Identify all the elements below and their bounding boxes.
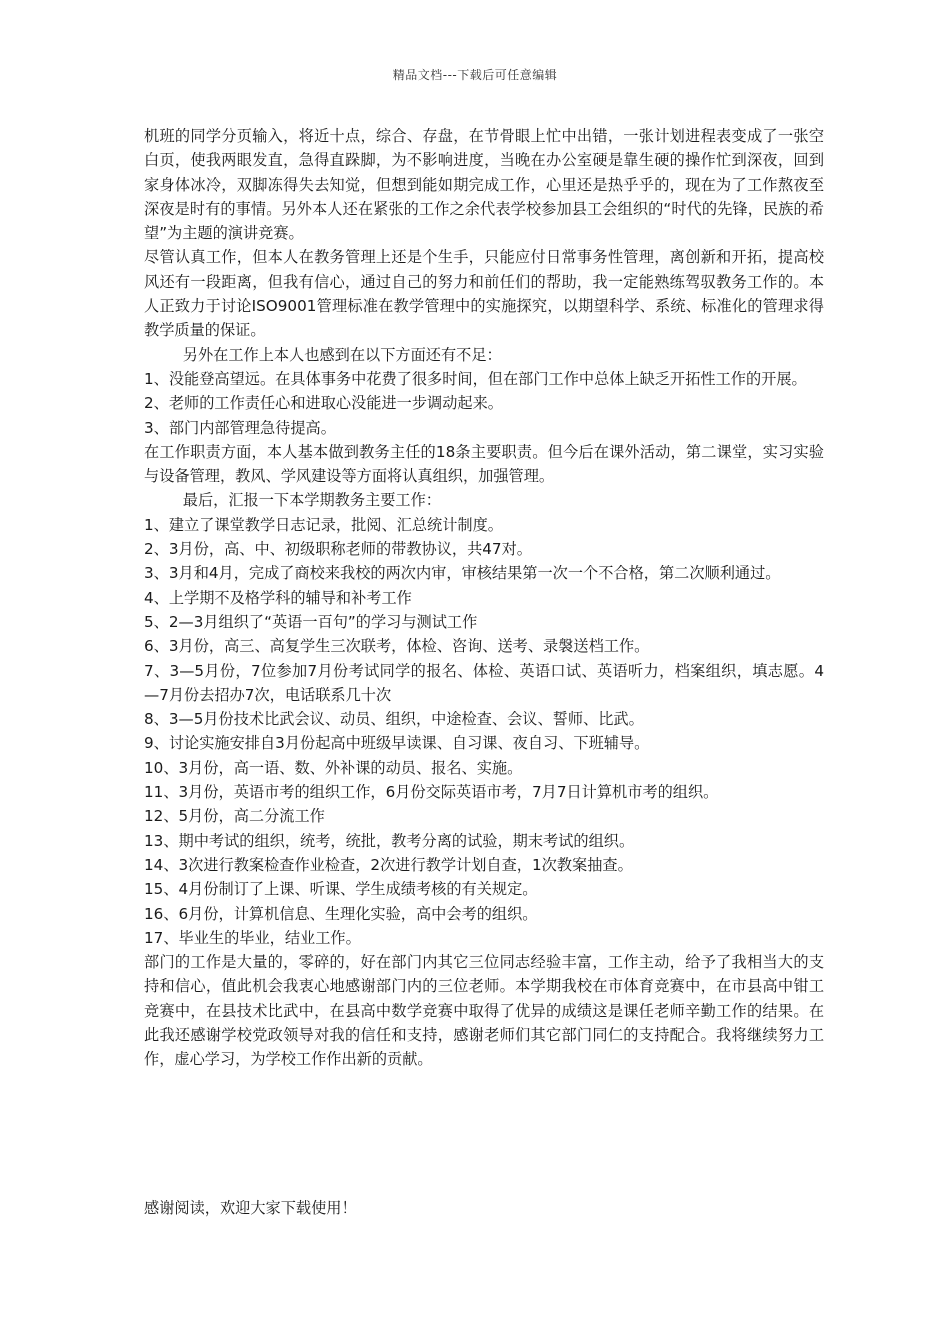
paragraph: 6、3月份，高三、高复学生三次联考，体检、咨询、送考、录褩送档工作。	[144, 637, 650, 656]
paragraph: 12、5月份，高二分流工作	[144, 807, 325, 826]
paragraph: 14、3次进行教案检查作业检查，2次进行教学计划自查，1次教案抽查。	[144, 855, 633, 874]
paragraph: 11、3月份，英语市考的组织工作，6月份交际英语市考，7月7日计算机市考的组织。	[144, 783, 719, 802]
paragraph: 8、3—5月份技术比武会议、动员、组织，中途检查、会议、誓师、比武。	[144, 710, 644, 729]
page-header: 精品文档---下载后可任意编辑	[392, 68, 558, 82]
paragraph: 机班的同学分页输入，将近十点，综合、存盘，在节骨眼上忙中出错，一张计划进程表变成了一张空白页，使我两眼发直，急得直跺脚，为不影响进度，当晚在办公室硬是靠生硬的操作忙到深夜，回到家身体冰冷，双脚冻得失去知觉，但想到能如期完成工作，心里还是热乎乎的，现在为了工作熬夜至深夜是时有的事情。另外本人还在紧张的工作之余代表学校参加县工会组织的“时代的先锋，民族的希望”为主题的演讲竞赛。	[144, 127, 824, 243]
paragraph: 部门的工作是大量的，零碎的，好在部门内其它三位同志经验丰富，工作主动，给予了我相当大的支持和信心，值此机会我衷心地感谢部门内的三位老师。本学期我校在市体育竞赛中，在市县高中钳工竞赛中，在县技术比武中，在县高中数学竞赛中取得了优异的成绩这是课任老师辛勤工作的结果。在此我还感谢学校党政领导对我的信任和支持，感谢老师们其它部门同仁的支持配合。我将继续努力工作，虚心学习，为学校工作作出新的贡献。	[144, 953, 824, 1069]
footer-note: 感谢阅读，欢迎大家下载使用！	[144, 1199, 357, 1217]
paragraph: 1、建立了课堂教学日志记录，批阅、汇总统计制度。	[144, 515, 503, 534]
paragraph: 7、3—5月份，7位参加7月份考试同学的报名、体检、英语口试、英语听力，档案组织，填志愿。4—7月份去招办7次，电话联系几十次	[144, 661, 824, 704]
paragraph: 16、6月份，计算机信息、生理化实验，高中会考的组织。	[144, 904, 538, 923]
paragraph: 4、上学期不及格学科的辅导和补考工作	[144, 588, 412, 607]
paragraph: 3、3月和4月，完成了商校来我校的两次内审，审核结果第一次一个不合格，第二次顺利通过。	[144, 564, 781, 583]
paragraph: 13、期中考试的组织，统考，统批，教考分离的试验，期末考试的组织。	[144, 831, 635, 850]
paragraph: 3、部门内部管理急待提高。	[144, 418, 336, 437]
paragraph: 尽管认真工作，但本人在教务管理上还是个生手，只能应付日常事务性管理，离创新和开拓，提高校风还有一段距离，但我有信心，通过自己的努力和前任们的帮助，我一定能熟练驾驭教务工作的。本人正致力于讨论ISO9001管理标准在教学管理中的实施探究，以期望科学、系统、标准化的管理求得教学质量的保证。	[144, 248, 824, 340]
paragraph: 在工作职责方面，本人基本做到教务主任的18条主要职责。但今后在课外活动，第二课堂，实习实验与设备管理，教风、学风建设等方面将认真组织，加强管理。	[144, 442, 824, 486]
paragraph: 9、讨论实施安排自3月份起高中班级早读课、自习课、夜自习、下班辅导。	[144, 734, 650, 753]
paragraph: 5、2—3月组织了“英语一百句”的学习与测试工作	[144, 612, 478, 631]
document-body	[144, 124, 824, 1072]
paragraph: 另外在工作上本人也感到在以下方面还有不足：	[182, 345, 502, 364]
paragraph: 1、没能登高望远。在具体事务中花费了很多时间，但在部门工作中总体上缺乏开拓性工作的开展。	[144, 369, 807, 388]
paragraph: 10、3月份，高一语、数、外补课的动员、报名、实施。	[144, 758, 523, 777]
paragraph: 最后，汇报一下本学期教务主要工作：	[182, 491, 441, 510]
paragraph: 2、老师的工作责任心和进取心没能进一步调动起来。	[144, 394, 503, 413]
paragraph: 15、4月份制订了上课、听课、学生成绩考核的有关规定。	[144, 880, 538, 899]
paragraph: 2、3月份，高、中、初级职称老师的带教协议，共47对。	[144, 540, 532, 559]
paragraph: 17、毕业生的毕业，结业工作。	[144, 928, 361, 947]
